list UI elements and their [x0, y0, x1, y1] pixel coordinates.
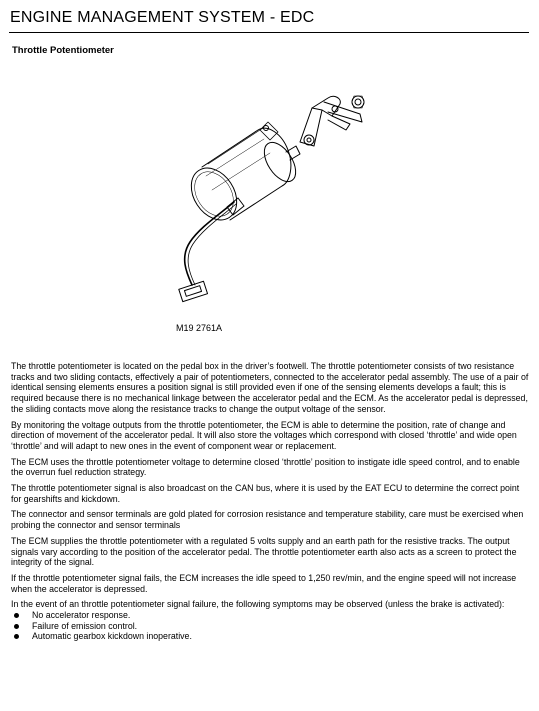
list-item-text: Failure of emission control. — [32, 620, 138, 631]
paragraph: In the event of an throttle potentiometer signal failure, the following symptoms may be observed (unless the brake is activated): — [11, 599, 505, 610]
list-item-text: No accelerator response. — [32, 610, 131, 621]
paragraph: The ECM uses the throttle potentiometer voltage to determine closed ‘throttle’ position to instigate idle speed control, and to enable the overrun fuel reduction strategy. — [11, 456, 520, 478]
paragraph: The ECM supplies the throttle potentiometer with a regulated 5 volts supply and an earth path for the resistive tracks. The output signals vary according to the position of the accelerator pedal. The throttle potentiometer earth also acts as a screen to protect the integrity of the signal. — [11, 535, 517, 568]
symptom-list — [11, 610, 531, 642]
section-title: Throttle Potentiometer — [12, 45, 114, 56]
throttle-potentiometer-illustration — [172, 82, 374, 312]
paragraph: By monitoring the voltage outputs from the throttle potentiometer, the ECM is able to determine the position, rate of change and direction of movement of the accelerator pedal. It will also store the voltages which correspond with closed ‘throttle’ and wide open ‘throttle’ and will adapt to new ones in the event of component wear or replacement. — [11, 419, 517, 451]
list-item — [11, 631, 531, 642]
list-item-text: Automatic gearbox kickdown inoperative. — [32, 631, 192, 642]
bullet-icon — [14, 634, 19, 639]
list-item — [11, 621, 531, 632]
list-item — [11, 610, 531, 621]
page-header-title: ENGINE MANAGEMENT SYSTEM - EDC — [10, 9, 315, 26]
paragraph: The throttle potentiometer signal is also broadcast on the CAN bus, where it is used by the EAT ECU to determine the correct point for gearshifts and kickdown. — [11, 483, 520, 504]
bullet-icon — [14, 624, 19, 629]
bullet-icon — [14, 613, 19, 618]
header-rule — [9, 32, 529, 33]
paragraph: The throttle potentiometer is located on the pedal box in the driver’s footwell. The throttle potentiometer consists of two resistance tracks and two sliding contacts, effectively a pair of potentiometers, connected to the accelerator pedal assembly. The use of a pair of identical sensing elements ensures a position signal is still provided even if one of the sensing elements develops a fault; this is required because there is no mechanical linkage between the accelerator pedal and the ECM. As the accelerator pedal is depressed, the sliding contacts move along the resistance tracks to change the output voltage of the sensor. — [11, 361, 529, 414]
paragraph: The connector and sensor terminals are gold plated for corrosion resistance and temperature stability, care must be exercised when probing the connector and sensor terminals — [11, 509, 524, 531]
figure-caption: M19 2761A — [176, 323, 223, 333]
body-content — [11, 361, 531, 642]
paragraph: If the throttle potentiometer signal fails, the ECM increases the idle speed to 1,250 rev/min, and the engine speed will not increase when the accelerator is depressed. — [11, 572, 517, 594]
